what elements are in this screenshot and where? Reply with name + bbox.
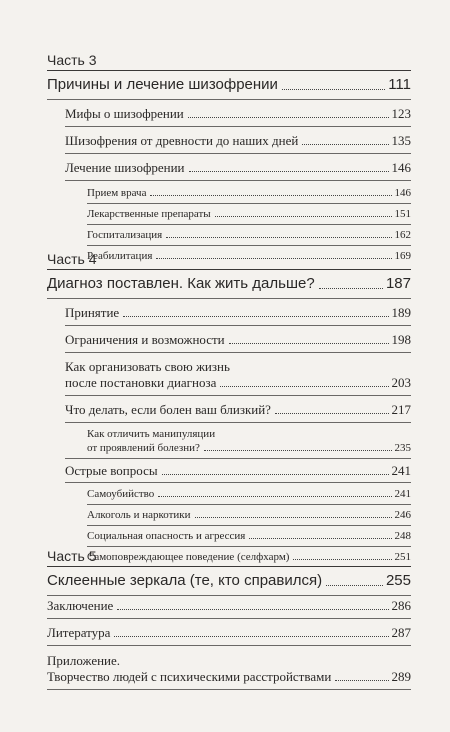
part-3 [47, 52, 411, 263]
toc-entry-subsection[interactable] [47, 427, 411, 455]
toc-entry-section[interactable] [47, 160, 411, 176]
divider [47, 689, 411, 690]
part-label: Часть 4 [47, 251, 97, 267]
entry-title-line-2: после постановки диагноза [65, 375, 217, 390]
entry-title: Острые вопросы [65, 463, 158, 478]
entry-page: 135 [391, 133, 411, 148]
divider [87, 525, 411, 526]
entry-page: 169 [394, 250, 411, 262]
entry-page: 286 [391, 598, 411, 613]
entry-title-line-1: Как организовать свою жизнь [65, 359, 230, 374]
divider [65, 352, 411, 353]
part-rule [47, 566, 411, 567]
entry-title: Мифы о шизофрении [65, 106, 184, 121]
divider [65, 325, 411, 326]
entry-page: 198 [391, 332, 411, 347]
entry-page: 246 [394, 509, 411, 521]
entry-title-line-2: от проявлений болезни? [87, 442, 200, 454]
entry-page: 251 [394, 551, 411, 563]
divider [65, 126, 411, 127]
entry-title-line-1: Как отличить манипуляции [87, 428, 216, 440]
dot-leader [117, 609, 388, 610]
entry-page: 111 [388, 76, 411, 93]
entry-title-line-1: Приложение. [47, 653, 121, 668]
toc-entry-part-title[interactable] [47, 76, 411, 94]
part-rule [47, 70, 411, 71]
divider [47, 618, 411, 619]
entry-title: Самоубийство [87, 488, 155, 500]
divider [87, 504, 411, 505]
entry-title-line-2: Творчество людей с психическими расстройствами [47, 669, 332, 684]
dot-leader [158, 496, 391, 497]
dot-leader [220, 386, 388, 387]
dot-leader [215, 216, 392, 217]
entry-page: 146 [394, 187, 411, 199]
divider [65, 482, 411, 483]
entry-title: Заключение [47, 598, 114, 613]
entry-title: Шизофрения от древности до наших дней [65, 133, 299, 148]
toc-entry-literature[interactable] [47, 625, 411, 641]
entry-title-row [87, 441, 411, 455]
part-label: Часть 3 [47, 52, 97, 68]
dot-leader [275, 413, 389, 414]
entry-page: 151 [394, 208, 411, 220]
entry-page: 187 [385, 275, 411, 292]
toc-entry-conclusion[interactable] [47, 598, 411, 614]
entry-page: 146 [391, 160, 411, 175]
dot-leader [326, 585, 383, 586]
entry-title: Алкоголь и наркотики [87, 509, 191, 521]
entry-page: 255 [385, 572, 411, 589]
entry-title: Диагноз поставлен. Как жить дальше? [47, 275, 315, 292]
divider [87, 203, 411, 204]
entry-title: Склеенные зеркала (те, кто справился) [47, 572, 323, 589]
toc-entry-subsection[interactable] [47, 529, 411, 543]
dot-leader [188, 117, 389, 118]
dot-leader [195, 517, 392, 518]
divider [87, 224, 411, 225]
dot-leader [249, 538, 391, 539]
entry-page: 123 [391, 106, 411, 121]
entry-title: Литература [47, 625, 111, 640]
toc-entry-section[interactable] [47, 332, 411, 348]
dot-leader [335, 680, 388, 681]
divider [87, 546, 411, 547]
entry-title: Что делать, если болен ваш близкий? [65, 402, 271, 417]
toc-entry-section[interactable] [47, 463, 411, 479]
divider [65, 395, 411, 396]
toc-entry-subsection[interactable] [47, 487, 411, 501]
toc-entry-section[interactable] [47, 402, 411, 418]
toc-entry-subsection[interactable] [47, 186, 411, 200]
toc-entry-part-title[interactable] [47, 572, 411, 590]
dot-leader [302, 144, 388, 145]
entry-page: 235 [394, 442, 411, 454]
divider [47, 595, 411, 596]
dot-leader [166, 237, 391, 238]
divider [65, 180, 411, 181]
dot-leader [123, 316, 388, 317]
divider [47, 99, 411, 100]
part-label: Часть 5 [47, 548, 97, 564]
entry-page: 217 [391, 402, 411, 417]
entry-title: Прием врача [87, 187, 147, 199]
entry-title: Реабилитация [87, 250, 153, 262]
entry-title-row [47, 669, 411, 685]
toc-entry-subsection[interactable] [47, 207, 411, 221]
divider [65, 422, 411, 423]
entry-page: 248 [394, 530, 411, 542]
divider [47, 298, 411, 299]
entry-title: Госпитализация [87, 229, 163, 241]
entry-page: 203 [391, 375, 411, 390]
divider [87, 245, 411, 246]
dot-leader [150, 195, 391, 196]
entry-title: Лечение шизофрении [65, 160, 185, 175]
dot-leader [319, 288, 383, 289]
entry-page: 162 [394, 229, 411, 241]
entry-title: Ограничения и возможности [65, 332, 225, 347]
toc-entry-appendix[interactable] [47, 652, 411, 685]
end-matter [47, 598, 411, 690]
dot-leader [162, 474, 389, 475]
entry-title: Причины и лечение шизофрении [47, 76, 278, 93]
toc-entry-subsection[interactable] [47, 228, 411, 242]
dot-leader [282, 89, 385, 90]
entry-page: 289 [391, 669, 411, 684]
divider [65, 153, 411, 154]
entry-title: Лекарственные препараты [87, 208, 211, 220]
toc-entry-subsection[interactable] [47, 508, 411, 522]
toc-entry-section[interactable] [47, 359, 411, 391]
divider [65, 458, 411, 459]
toc-entry-section[interactable] [47, 106, 411, 122]
entry-page: 241 [391, 463, 411, 478]
entry-title: Самоповреждающее поведение (селфхарм) [87, 551, 290, 563]
part-5 [47, 548, 411, 596]
toc-entry-section[interactable] [47, 133, 411, 149]
entry-title-row [65, 375, 411, 391]
entry-title: Социальная опасность и агрессия [87, 530, 246, 542]
toc-entry-section[interactable] [47, 305, 411, 321]
part-rule [47, 269, 411, 270]
toc-entry-part-title[interactable] [47, 275, 411, 293]
dot-leader [189, 171, 389, 172]
divider [47, 645, 411, 646]
entry-page: 189 [391, 305, 411, 320]
dot-leader [204, 450, 392, 451]
dot-leader [114, 636, 388, 637]
entry-title: Принятие [65, 305, 120, 320]
entry-page: 287 [391, 625, 411, 640]
entry-page: 241 [394, 488, 411, 500]
dot-leader [229, 343, 389, 344]
part-4 [47, 251, 411, 564]
